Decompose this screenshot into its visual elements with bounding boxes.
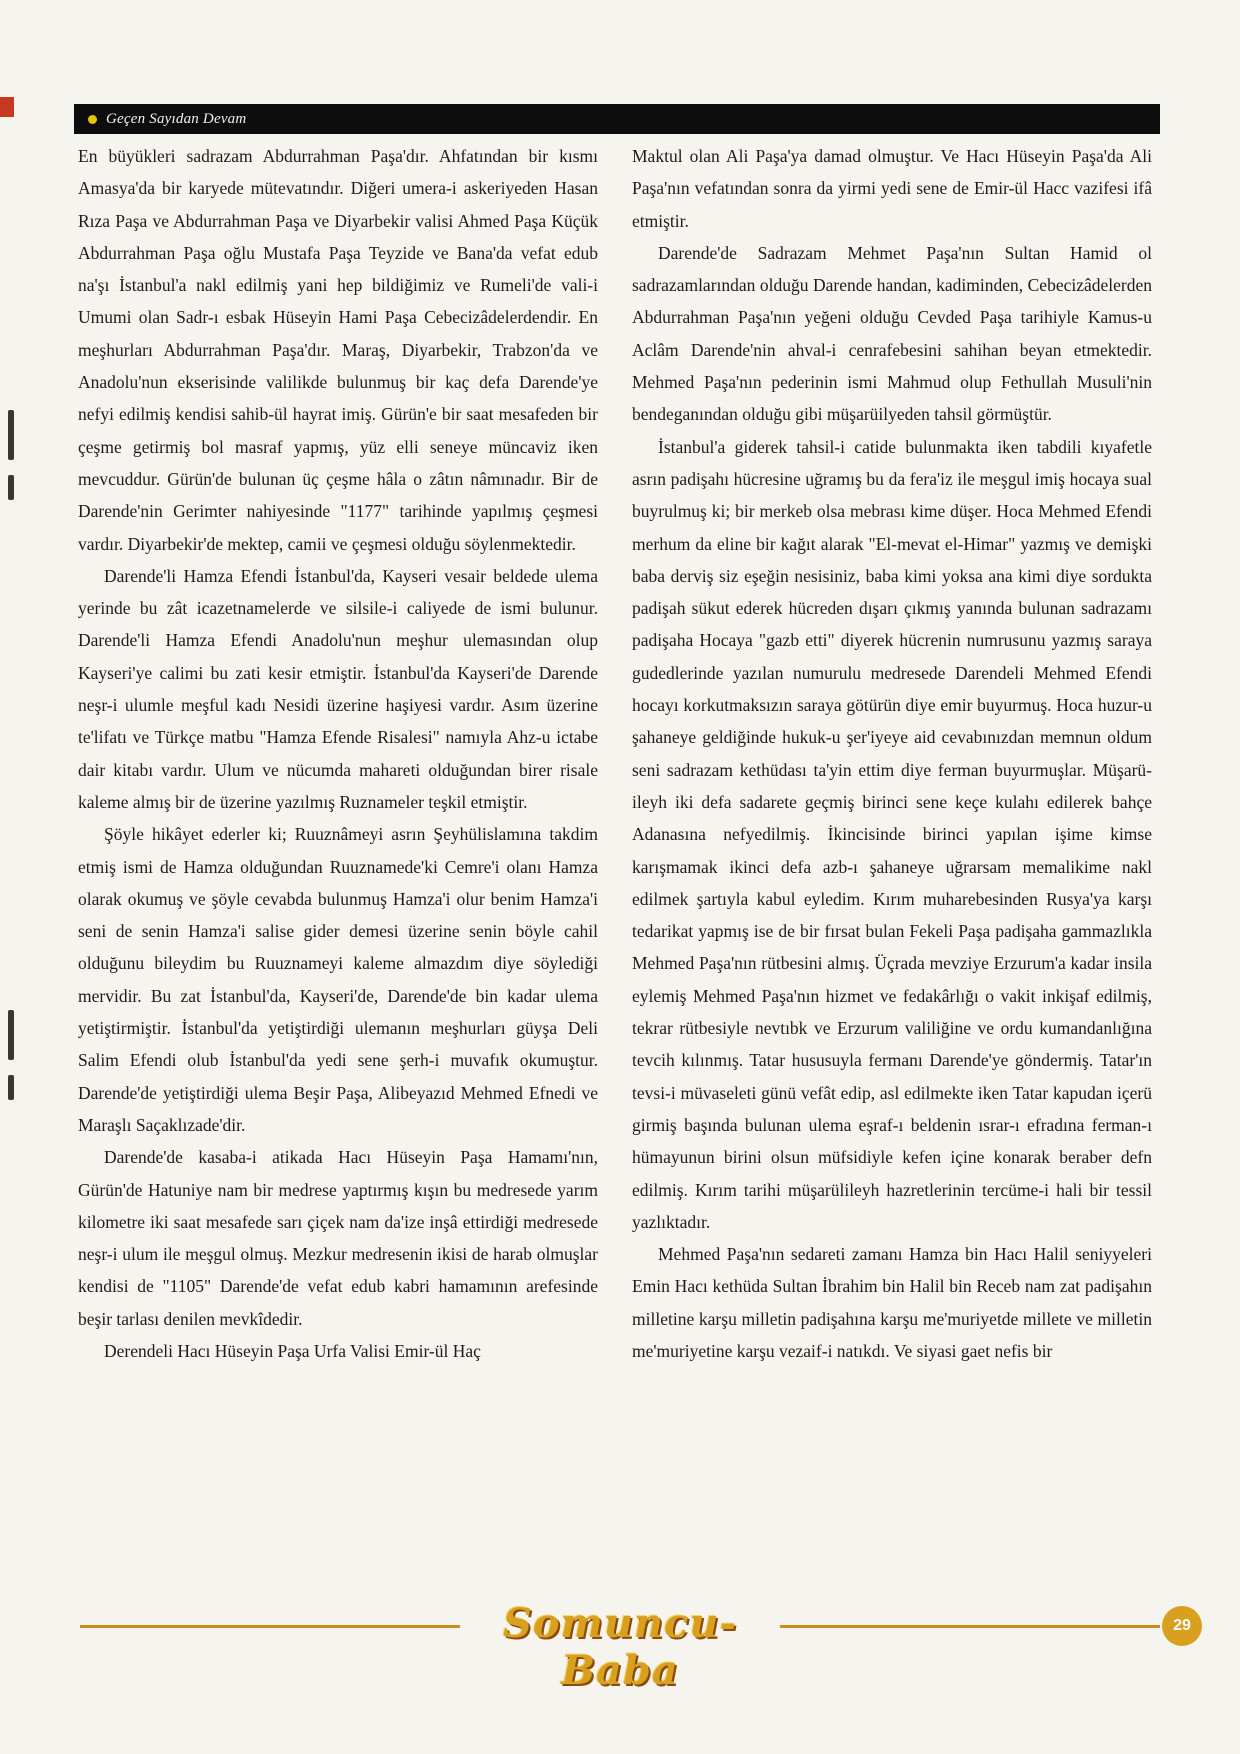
paragraph: Darende'li Hamza Efendi İstanbul'da, Kayseri vesair beldede ulema yerinde bu zât icazetnamelerde ve silsile-i caliyede de ismi bulunur. Darende'li Hamza Efendi Anadolu'nun meşhur ulemasından olup Kayseri'ye calimi bu zati kesir etmiştir. İstanbul'da Kayseri'de Darende neşr-i ulumle meşful kadı Nesidi üzerine haşiyesi vardır. Asım üzerine te'lifatı ve Türkçe matbu "Hamza Efende Risalesi" namıyla Ahz-u ictabe dair kitabı vardır. Ulum ve nücumda mahareti olduğundan birer risale kaleme almış bir de üzerine yazılmış Ruznameler teşkil etmiştir. — [78, 565, 598, 812]
margin-mark — [8, 1010, 14, 1060]
right-column — [632, 140, 1152, 1610]
red-edge-marker — [0, 97, 14, 117]
paragraph: Mehmed Paşa'nın sedareti zamanı Hamza bin Hacı Halil seniyyeleri Emin Hacı kethüda Sultan İbrahim bin Halil bin Receb nam zat padişahın milletine karşu milletin padişahına karşu me'muriyetde millete ve milletin me'muriyetine karşu vezaif-i natıkdı. Ve siyasi gaet nefis bir — [632, 1244, 1152, 1361]
section-label: Geçen Sayıdan Devam — [106, 110, 247, 127]
bullet-dot-icon — [88, 115, 97, 124]
magazine-logo-title: Somuncu-Baba — [502, 1600, 738, 1694]
section-header-bar — [74, 104, 1160, 134]
paragraph: En büyükleri sadrazam Abdurrahman Paşa'dır. Ahfatından bir kısmı Amasya'da bir karyede mütevatındır. Diğeri umera-i askeriyeden Hasan Rıza Paşa ve Abdurrahman Paşa ve Diyarbekir valisi Ahmed Paşa Küçük Abdurrahman Paşa oğlu Mustafa Paşa Teyzide ve Bana'da vefat edub na'şı İstanbul'a nakl edilmiş yani hep bildiğimiz ve Rumeli'de vali-i Umumi olan Sadr-ı esbak Hüseyin Hami Paşa Cebecizâdelerdendir. En meşhurları Abdurrahman Paşa'dır. Maraş, Diyarbekir, Trabzon'da ve Anadolu'nun ekserisinde valilikde bulunmuş bir kaç defa Darende'ye nefyi edilmiş kendisi sahib-ül hayrat imiş. Gürün'e bir saat mesafeden bir çeşme getirmiş bol masraf yapmış, yüz elli seneye müncaviz iken mevcuddur. Gürün'de bulunan üç çeşme hâla o zâtın nâmınadır. Bir de Darende'nin Gerimter nahiyesinde "1177" tarihinde yapılmış çeşmesi vardır. Diyarbekir'de mektep, camii ve çeşmesi olduğu söylenmektedir. — [78, 146, 598, 554]
footer-rule-left — [80, 1625, 460, 1628]
paragraph: Derendeli Hacı Hüseyin Paşa Urfa Valisi Emir-ül Haç — [104, 1340, 481, 1361]
margin-mark — [8, 1075, 14, 1100]
paragraph: Maktul olan Ali Paşa'ya damad olmuştur. Ve Hacı Hüseyin Paşa'da Ali Paşa'nın vefatından sonra da yirmi yedi sene de Emir-ül Hacc vazifesi ifâ etmiştir. — [632, 146, 1152, 231]
footer-rule-right — [780, 1625, 1160, 1628]
paragraph: Darende'de Sadrazam Mehmet Paşa'nın Sultan Hamid ol sadrazamlarından olduğu Darende handan, kadiminden, Cebecizâdelerden Abdurrahman Paşa'nın yeğeni olduğu Cevded Paşa tarihiyle Kamus-u Aclâm Darende'nin ahval-i cenrafebesini sahihan beyan etmektedir. Mehmed Paşa'nın pederinin ismi Mahmud olup Fethullah Musuli'nin bendeganından olduğu gibi müşarüilyeden tahsil görmüştür. — [632, 242, 1152, 425]
margin-mark — [8, 410, 14, 460]
paragraph: Şöyle hikâyet ederler ki; Ruuznâmeyi asrın Şeyhülislamına takdim etmiş ismi de Hamza olduğundan Ruuznamede'ki Cemre'i olanı Hamza olarak okumuş ve şöyle cevabda bulunmuş Hamza'i olur benim Hamza'i seni de senin Hamza'i salise gider demesi üzerine senin böyle cahil olduğunu bileydim bu Ruuznameyi kaleme almazdım diye söylediği mervidir. Bu zat İstanbul'da, Kayseri'de, Darende'de bin kadar ulema yetiştirmiştir. İstanbul'da yetiştirdiği ulemanın meşhurları güyşa Deli Salim Efendi olub İstanbul'da yedi sene şerh-i muvafık okumuştur. Darende'de yetiştirdiği ulema Beşir Paşa, Alibeyazıd Mehmed Efnedi ve Maraşlı Saçaklızade'dir. — [78, 824, 598, 1135]
paragraph: İstanbul'a giderek tahsil-i catide bulunmakta iken tabdili kıyafetle asrın padişahı hücresine uğramış bu da fera'iz ile meşgul imiş hocaya sual buyrulmuş ki; bir merkeb olsa mebrası kime düşer. Hoca Mehmed Efendi merhum da eline bir kağıt alarak "El-mevat el-Himar" yazmış ve demişki baba derviş siz eşeğin nesisiniz, baba kimi yoksa ana kimi diye sordukta padişah sükut ederek hücreden dışarı çıkmış yanında bulunan sadrazamı padişaha Hocaya "gazb etti" diyerek hücrenin numrusunu yazmış saraya gudedlerinde yazılan numurulu medresede Darendeli Mehmed Efendi hocayı korkutmaksızın saraya götürün diye emir buyurmuş. Hoca huzur-u şahaneye geldiğinde hukuk-u şer'iyeye aid cevabınızdan memnun oldum seni sadrazam kethüdası ta'yin ettim diye ferman buyurmuşlar. Müşarü-ileyh iki defa sadarete geçmiş birinci sene keçe kulahı edilerek bahçe Adanasına nefyedilmiş. İkincisinde birinci yapılan işime kimse karışmamak ikinci defa azb-ı şahaneye uğrarsam memalikime nakl edilmek şartıyla kabul eyledim. Kırım muharebesinden Rusya'ya karşı tedarikat yapmış ise de bir fırsat bulan Fekeli Paşa padişaha gammazlıkla Mehmed Paşa'nın rütbesini almış. Üçrada mevziye Erzurum'a kadar insila eylemiş Mehmed Paşa'nın hizmet ve fedakârlığı o vakit inkişaf edilmiş, tekrar rütbesiyle nevtıbk ve Erzurum valiliğine ve ordu kumandanlığına tevcih kılınmış. Tatar hususuyla fermanı Darende'ye göndermiş. Tatar'ın tevsi-i müvaseleti günü vefât edip, asl edilmekte iken Tatar kapudan içerü girmiş başında bulunan ulema eşraf-ı beldenin ısrar-ı efradına ferman-ı hümayunun birini olsun müfsidiyle kefen içine konarak beraber defn edilmiş. Kırım tarihi müşarülileyh hazretlerinin tercüme-i hali bir tessil yazlıktadır. — [632, 436, 1152, 1232]
page-number-badge: 29 — [1162, 1606, 1202, 1646]
left-column — [78, 140, 598, 1610]
paragraph: Darende'de kasaba-i atikada Hacı Hüseyin Paşa Hamamı'nın, Gürün'de Hatuniye nam bir medrese yaptırmış kışın bu medresede yarım kilometre iki saat mesafede sarı çiçek nam da'ize inşâ ettirdiği medresede neşr-i ulum ile meşgul olmuş. Mezkur medresenin ikisi de harab olmuşlar kendisi de "1105" Darende'de vefat edub kabri hamamının arefesinde beşir tarlası denilen mevkîdedir. — [78, 1147, 598, 1329]
margin-mark — [8, 475, 14, 500]
